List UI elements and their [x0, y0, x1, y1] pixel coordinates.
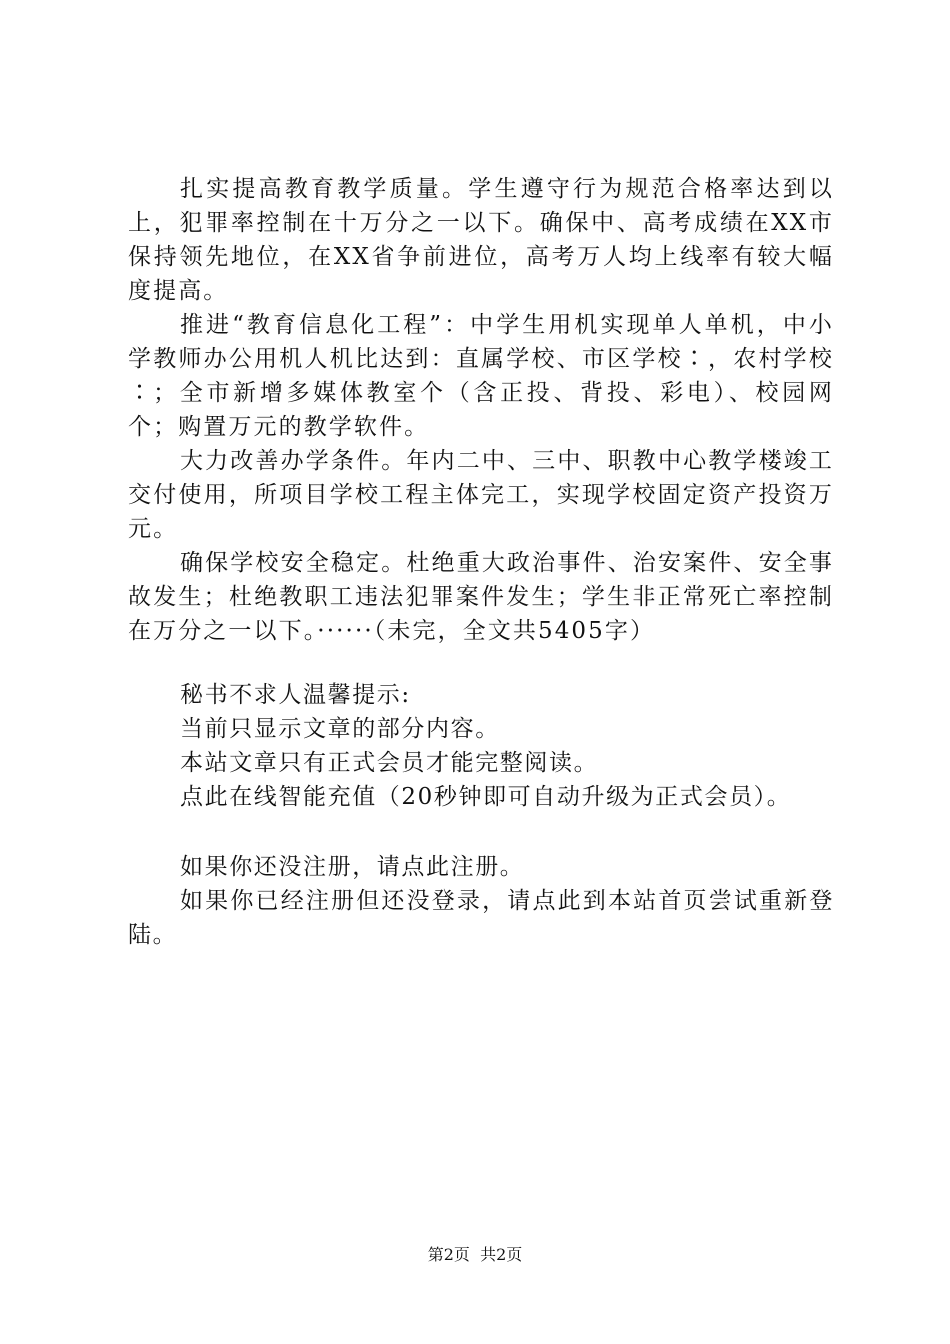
paragraph-informatization: 推进“教育信息化工程”：中学生用机实现单人单机，中小学教师办公用机人机比达到：直属学校、市区学校∶，农村学校∶；全市新增多媒体教室个（含正投、背投、彩电）、校园网个；购置万元的教学软件。: [128, 312, 834, 440]
register-section: [128, 850, 834, 952]
login-link[interactable]: 如果你已经注册但还没登录，请点此到本站首页尝试重新登陆。: [128, 888, 834, 948]
notice-title: 秘书不求人温馨提示:: [180, 682, 411, 708]
register-link[interactable]: 如果你还没注册，请点此注册。: [180, 854, 525, 880]
notice-members-only: 本站文章只有正式会员才能完整阅读。: [180, 750, 599, 776]
page-footer: [0, 1243, 950, 1267]
recharge-link[interactable]: 点此在线智能充值（20秒钟即可自动升级为正式会员）。: [180, 784, 792, 810]
page-number: 第2页: [427, 1245, 470, 1264]
paragraph-safety: 确保学校安全稳定。杜绝重大政治事件、治安案件、安全事故发生；杜绝教职工违法犯罪案件发生；学生非正常死亡率控制在万分之一以下。······（未完，全文共5405字）: [128, 550, 834, 644]
notice-partial-content: 当前只显示文章的部分内容。: [180, 716, 500, 742]
page-total: 共2页: [480, 1245, 523, 1264]
member-notice: [128, 678, 834, 814]
article-body: [128, 172, 834, 952]
paragraph-quality: 扎实提高教育教学质量。学生遵守行为规范合格率达到以上，犯罪率控制在十万分之一以下。确保中、高考成绩在XX市保持领先地位，在XX省争前进位，高考万人均上线率有较大幅度提高。: [128, 176, 834, 304]
paragraph-school-conditions: 大力改善办学条件。年内二中、三中、职教中心教学楼竣工交付使用，所项目学校工程主体完工，实现学校固定资产投资万元。: [128, 448, 834, 542]
